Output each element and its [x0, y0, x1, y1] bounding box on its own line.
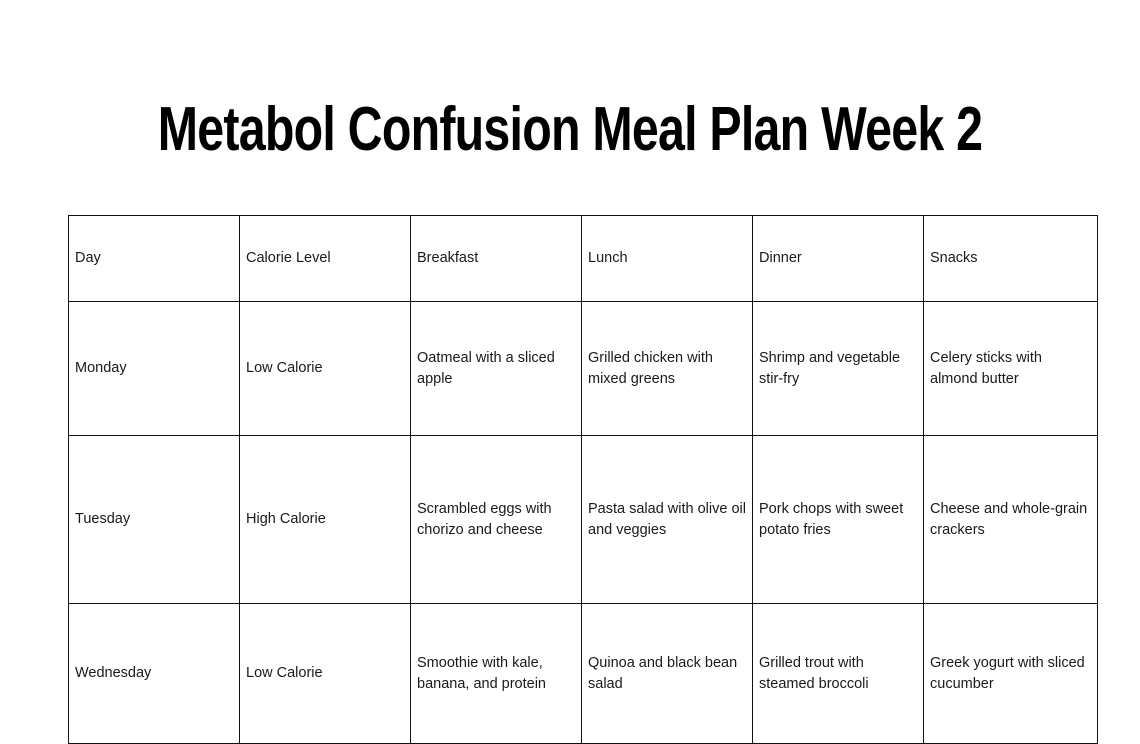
meal-plan-table	[68, 215, 1098, 744]
cell-dinner: Grilled trout with steamed broccoli	[753, 604, 924, 744]
cell-calorie-level: Low Calorie	[240, 604, 411, 744]
cell-day: Monday	[69, 302, 240, 436]
cell-snacks: Celery sticks with almond butter	[924, 302, 1098, 436]
column-header-snacks: Snacks	[924, 216, 1098, 302]
cell-calorie-level: High Calorie	[240, 436, 411, 604]
cell-breakfast: Oatmeal with a sliced apple	[411, 302, 582, 436]
cell-breakfast: Scrambled eggs with chorizo and cheese	[411, 436, 582, 604]
cell-breakfast: Smoothie with kale, banana, and protein	[411, 604, 582, 744]
cell-lunch: Grilled chicken with mixed greens	[582, 302, 753, 436]
cell-snacks: Greek yogurt with sliced cucumber	[924, 604, 1098, 744]
table-row	[69, 436, 1098, 604]
column-header-lunch: Lunch	[582, 216, 753, 302]
cell-lunch: Quinoa and black bean salad	[582, 604, 753, 744]
column-header-dinner: Dinner	[753, 216, 924, 302]
table-row	[69, 302, 1098, 436]
cell-day: Tuesday	[69, 436, 240, 604]
column-header-day: Day	[69, 216, 240, 302]
column-header-calorie-level: Calorie Level	[240, 216, 411, 302]
column-header-breakfast: Breakfast	[411, 216, 582, 302]
cell-dinner: Pork chops with sweet potato fries	[753, 436, 924, 604]
cell-lunch: Pasta salad with olive oil and veggies	[582, 436, 753, 604]
page-title: Metabol Confusion Meal Plan Week 2	[157, 95, 983, 164]
cell-calorie-level: Low Calorie	[240, 302, 411, 436]
table-row	[69, 604, 1098, 744]
cell-day: Wednesday	[69, 604, 240, 744]
table-header-row	[69, 216, 1098, 302]
cell-dinner: Shrimp and vegetable stir-fry	[753, 302, 924, 436]
cell-snacks: Cheese and whole-grain crackers	[924, 436, 1098, 604]
